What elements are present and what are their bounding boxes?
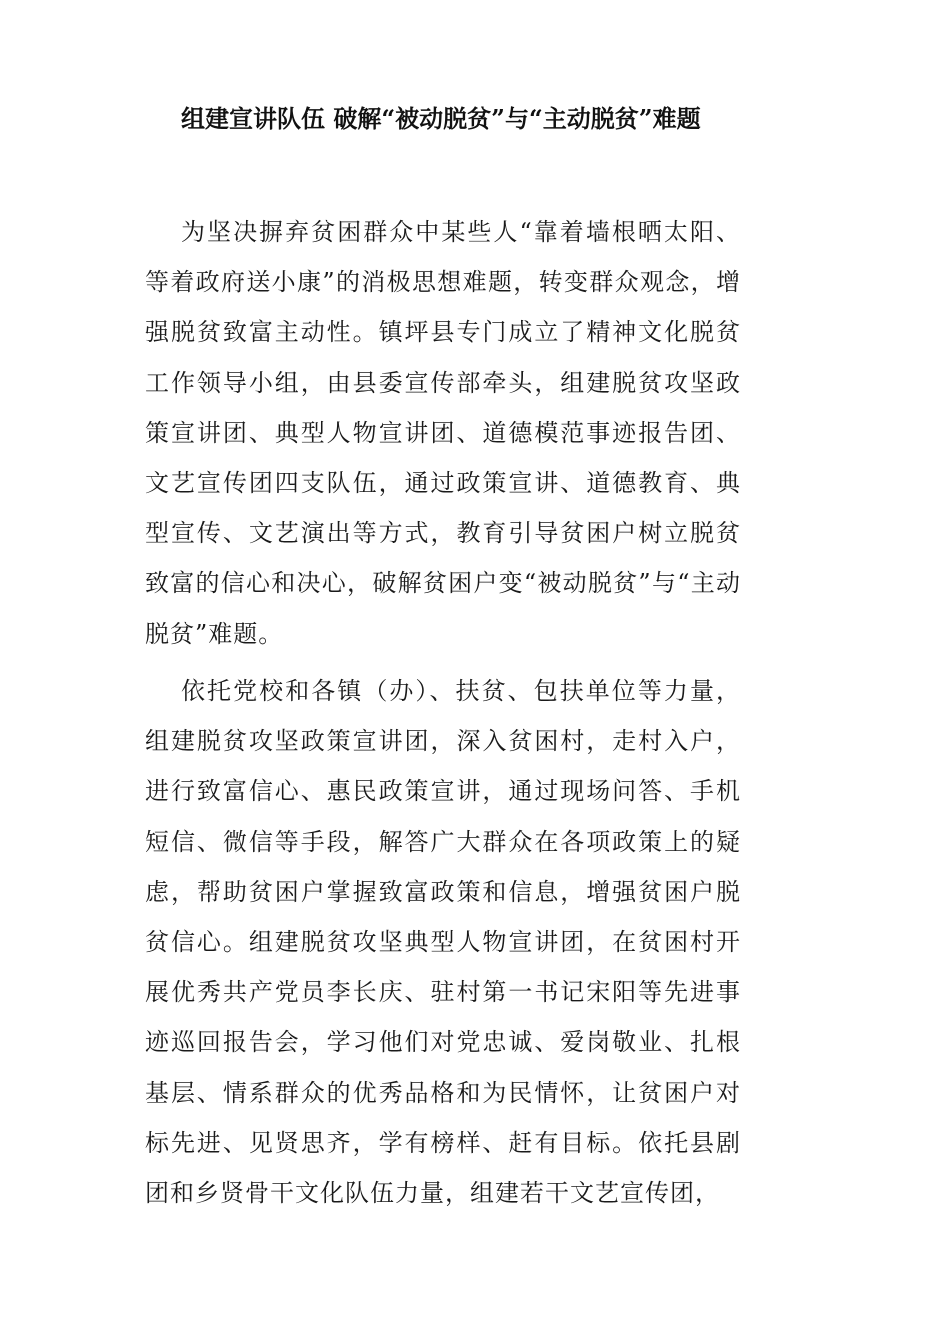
- body-paragraph-2: 依托党校和各镇（办）、扶贫、包扶单位等力量，组建脱贫攻坚政策宣讲团，深入贫困村，走村入户，进行致富信心、惠民政策宣讲，通过现场问答、手机短信、微信等手段，解答广大群众在各项政策上的疑虑，帮助贫困户掌握致富政策和信息，增强贫困户脱贫信心。组建脱贫攻坚典型人物宣讲团，在贫困村开展优秀共产党员李长庆、驻村第一书记宋阳等先进事迹巡回报告会，学习他们对党忠诚、爱岗敬业、扎根基层、情系群众的优秀品格和为民情怀，让贫困户对标先进、见贤思齐，学有榜样、赶有目标。依托县剧团和乡贤骨干文化队伍力量，组建若干文艺宣传团，: [145, 677, 741, 1208]
- body-paragraph-1: 为坚决摒弃贫困群众中某些人“靠着墙根晒太阳、等着政府送小康”的消极思想难题，转变群众观念，增强脱贫致富主动性。镇坪县专门成立了精神文化脱贫工作领导小组，由县委宣传部牵头，组建脱贫攻坚政策宣讲团、典型人物宣讲团、道德模范事迹报告团、文艺宣传团四支队伍，通过政策宣讲、道德教育、典型宣传、文艺演出等方式，教育引导贫困户树立脱贫致富的信心和决心，破解贫困户变“被动脱贫”与“主动脱贫”难题。: [145, 218, 741, 648]
- document-title: 组建宣讲队伍 破解“被动脱贫”与“主动脱贫”难题: [181, 104, 701, 133]
